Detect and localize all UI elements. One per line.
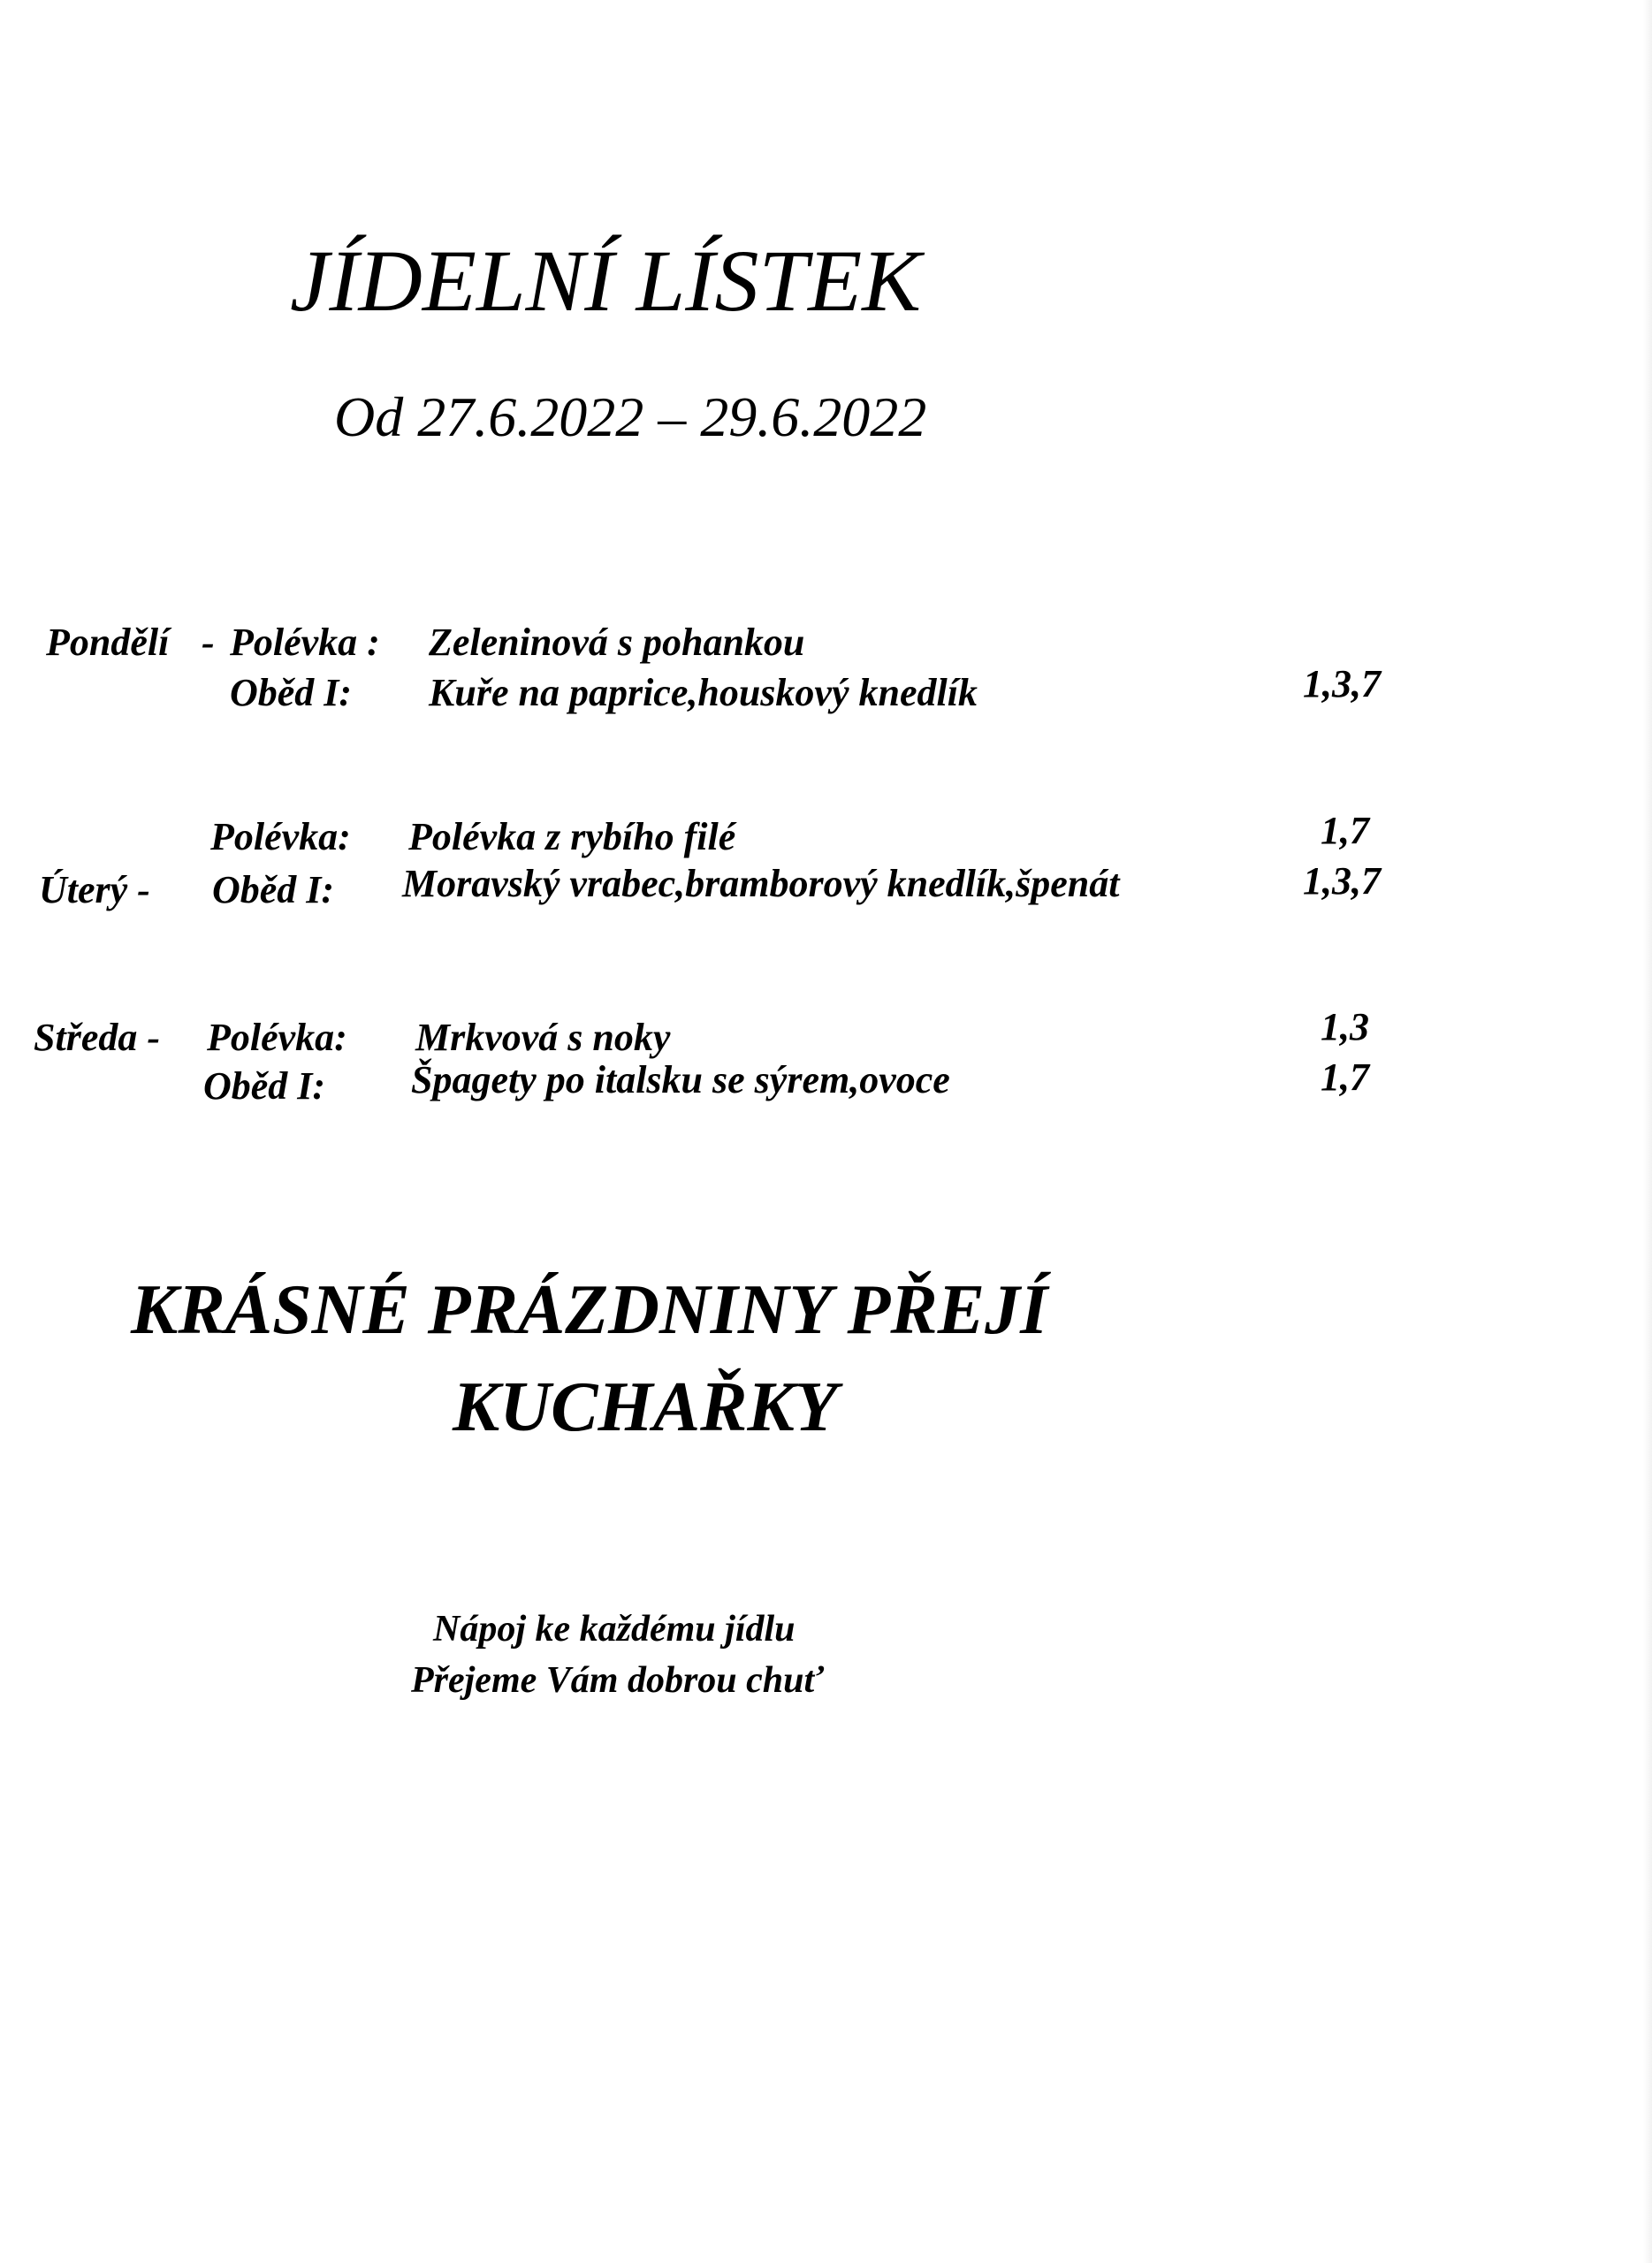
main-allergens: 1,3,7 <box>1303 662 1381 705</box>
soup-name: Mrkvová s noky <box>415 1016 671 1059</box>
soup-name: Polévka z rybího filé <box>408 815 736 858</box>
footer-enjoy-note: Přejeme Vám dobrou chuť <box>411 1660 824 1701</box>
soup-name: Zeleninová s pohankou <box>429 621 805 664</box>
day-dash: - <box>202 621 215 664</box>
main-name: Moravský vrabec,bramborový knedlík,špenát <box>402 862 1120 905</box>
scan-edge <box>1643 0 1652 2263</box>
holiday-wish-line1: KRÁSNÉ PRÁZDNINY PŘEJÍ <box>131 1271 1048 1349</box>
holiday-wish-line2: KUCHAŘKY <box>453 1368 838 1446</box>
day-label: Pondělí <box>46 621 170 664</box>
soup-label: Polévka: <box>207 1016 347 1059</box>
main-allergens: 1,7 <box>1321 1055 1369 1099</box>
main-label: Oběd I: <box>203 1064 326 1108</box>
date-range: Od 27.6.2022 – 29.6.2022 <box>334 385 927 448</box>
day-label: Středa - <box>34 1016 160 1059</box>
soup-label: Polévka : <box>230 621 380 664</box>
main-label: Oběd I: <box>230 671 353 714</box>
soup-label: Polévka: <box>210 815 351 858</box>
day-label: Úterý - <box>39 868 150 911</box>
main-allergens: 1,3,7 <box>1303 859 1381 903</box>
footer-drink-note: Nápoj ke každému jídlu <box>433 1609 796 1650</box>
main-label: Oběd I: <box>212 868 335 911</box>
soup-allergens: 1,7 <box>1321 809 1369 852</box>
main-name: Kuře na paprice,houskový knedlík <box>429 671 978 714</box>
main-name: Špagety po italsku se sýrem,ovoce <box>411 1058 950 1101</box>
soup-allergens: 1,3 <box>1321 1005 1369 1048</box>
page-title: JÍDELNÍ LÍSTEK <box>290 232 921 330</box>
